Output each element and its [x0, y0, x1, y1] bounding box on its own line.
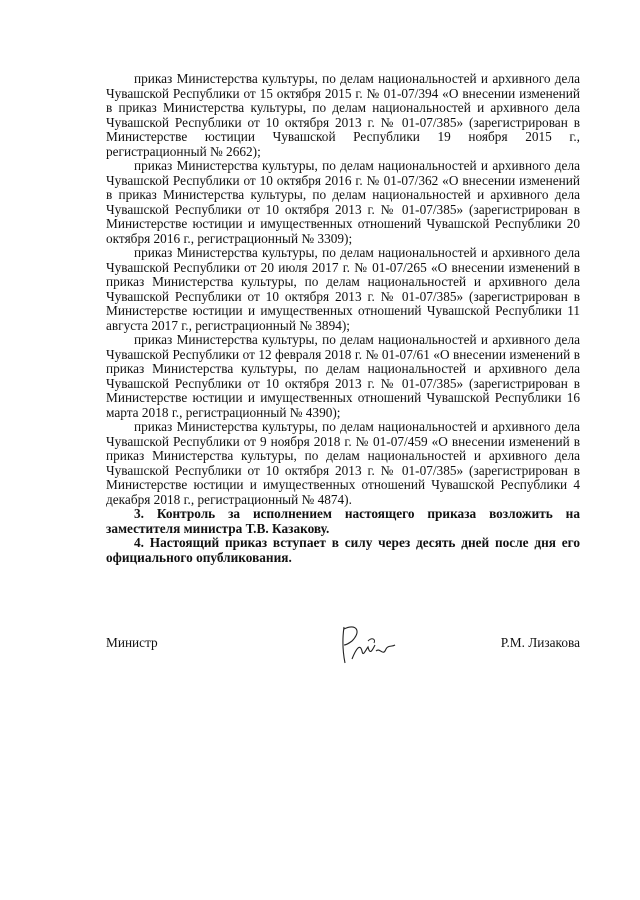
document-body	[106, 72, 580, 565]
paragraph-order-2018-february: приказ Министерства культуры, по делам национальностей и архивного дела Чувашской Республики от 12 февраля 2018 г. № 01-07/61 «О внесении изменений в приказ Министерства культуры, по делам национальностей и архивного дела Чувашской Республики от 10 октября 2013 г. № 01-07/385» (зарегистрирован в Министерстве юстиции и имущественных отношений Чувашской Республики 16 марта 2018 г., регистрационный № 4390);	[106, 332, 580, 420]
signer-title: Министр	[106, 635, 158, 650]
paragraph-order-2017: приказ Министерства культуры, по делам национальностей и архивного дела Чувашской Республики от 20 июля 2017 г. № 01-07/265 «О внесении изменений в приказ Министерства культуры, по делам национальностей и архивного дела Чувашской Республики от 10 октября 2013 г. № 01-07/385» (зарегистрирован в Министерстве юстиции и имущественных отношений Чувашской Республики 11 августа 2017 г., регистрационный № 3894);	[106, 245, 580, 333]
signer-name: Р.М. Лизакова	[500, 635, 580, 650]
signature-block	[106, 621, 580, 671]
paragraph-effective-clause: 4. Настоящий приказ вступает в силу через десять дней после дня его официального опубликования.	[106, 535, 580, 565]
handwritten-signature	[338, 621, 398, 667]
paragraph-order-2015: приказ Министерства культуры, по делам национальностей и архивного дела Чувашской Республики от 15 октября 2015 г. № 01-07/394 «О внесении изменений в приказ Министерства культуры, по делам национальностей и архивного дела Чувашской Республики от 10 октября 2013 г. № 01-07/385» (зарегистрирован в Министерстве юстиции Чувашской Республики 19 ноября 2015 г., регистрационный № 2662);	[106, 71, 580, 159]
paragraph-control-clause: 3. Контроль за исполнением настоящего приказа возложить на заместителя министра Т.В. Казакову.	[106, 506, 580, 536]
paragraph-order-2016: приказ Министерства культуры, по делам национальностей и архивного дела Чувашской Республики от 10 октября 2016 г. № 01-07/362 «О внесении изменений в приказ Министерства культуры, по делам национальностей и архивного дела Чувашской Республики от 10 октября 2013 г. № 01-07/385» (зарегистрирован в Министерстве юстиции и имущественных отношений Чувашской Республики 20 октября 2016 г., регистрационный № 3309);	[106, 158, 580, 246]
paragraph-order-2018-november: приказ Министерства культуры, по делам национальностей и архивного дела Чувашской Республики от 9 ноября 2018 г. № 01-07/459 «О внесении изменений в приказ Министерства культуры, по делам национальностей и архивного дела Чувашской Республики от 10 октября 2013 г. № 01-07/385» (зарегистрирован в Министерстве юстиции и имущественных отношений Чувашской Республики 4 декабря 2018 г., регистрационный № 4874).	[106, 419, 580, 507]
